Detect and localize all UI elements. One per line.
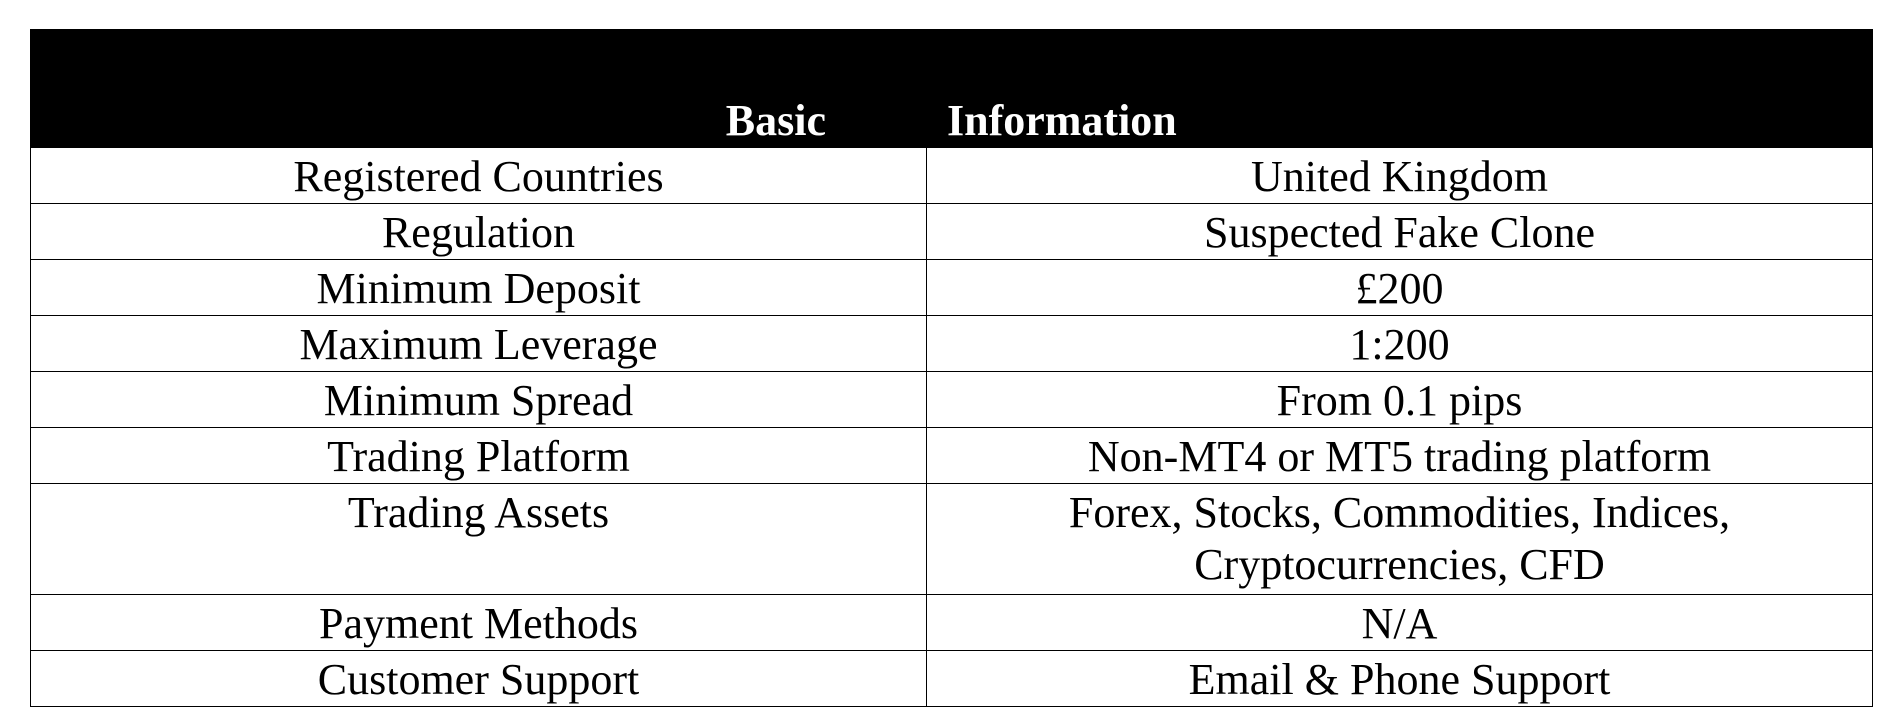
row-value-regulation: Suspected Fake Clone — [927, 204, 1873, 260]
table-header-row — [31, 30, 1873, 148]
table-row — [31, 651, 1873, 707]
header-information: Information — [927, 30, 1873, 148]
row-value-minimum-spread: From 0.1 pips — [927, 372, 1873, 428]
basic-information-table — [30, 29, 1873, 707]
table-row — [31, 316, 1873, 372]
row-label-regulation: Regulation — [31, 204, 927, 260]
row-value-minimum-deposit: £200 — [927, 260, 1873, 316]
table-row — [31, 260, 1873, 316]
table-row — [31, 428, 1873, 484]
row-label-minimum-deposit: Minimum Deposit — [31, 260, 927, 316]
table-row — [31, 372, 1873, 428]
row-label-payment-methods: Payment Methods — [31, 595, 927, 651]
row-label-trading-assets: Trading Assets — [31, 484, 927, 595]
row-label-minimum-spread: Minimum Spread — [31, 372, 927, 428]
row-value-trading-assets: Forex, Stocks, Commodities, Indices, Cryptocurrencies, CFD — [927, 484, 1873, 595]
row-value-customer-support: Email & Phone Support — [927, 651, 1873, 707]
row-label-trading-platform: Trading Platform — [31, 428, 927, 484]
table-row — [31, 204, 1873, 260]
table-row — [31, 148, 1873, 204]
header-basic: Basic — [31, 30, 927, 148]
row-value-payment-methods: N/A — [927, 595, 1873, 651]
row-value-maximum-leverage: 1:200 — [927, 316, 1873, 372]
row-label-maximum-leverage: Maximum Leverage — [31, 316, 927, 372]
row-label-customer-support: Customer Support — [31, 651, 927, 707]
table-row — [31, 484, 1873, 595]
row-value-registered-countries: United Kingdom — [927, 148, 1873, 204]
table-row — [31, 595, 1873, 651]
row-value-trading-platform: Non-MT4 or MT5 trading platform — [927, 428, 1873, 484]
row-label-registered-countries: Registered Countries — [31, 148, 927, 204]
